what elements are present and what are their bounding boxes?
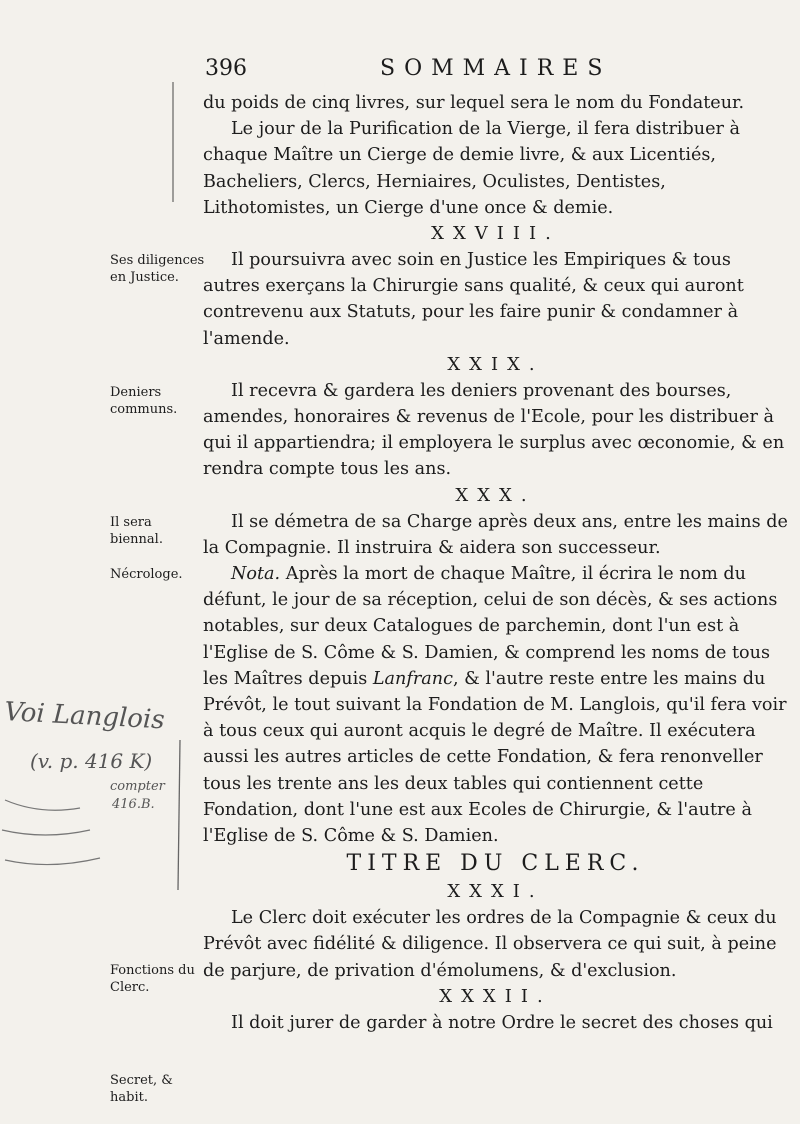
article-number: XXXII. — [439, 985, 552, 1007]
sidenote-secret: Secret, & habit. — [110, 1073, 173, 1105]
nota-text-a: Après la mort de chaque Maître, il écrira le nom du défunt, le jour de sa réception, celui de son décès, & ses actions notables, sur deux Catalogues de parchemin, dont l'un est à l'Eglise de S. Côme & S. Damien, & comprend les noms de tous les Maîtres depuis — [203, 564, 778, 689]
scribble-strokes — [2, 800, 100, 865]
article-number: XXIX. — [447, 353, 544, 375]
handwriting-drawing — [0, 680, 195, 900]
nota-text-b: , & l'autre reste entre les mains du Prévôt, le tout suivant la Fondation de M. Langlois, qu'il fera voir à tous ceux qui auront acquis le degré de Maître. Il exécutera aussi les autres articles de cette Fondation, & fera renonveller tous les trente ans les deux tables qui contiennent cette Fondation, dont l'une est aux Ecoles de Chirurgie, & l'autre à l'Eglise de S. Côme & S. Damien. — [203, 668, 787, 847]
sidenote-necrologe: Nécrologe. — [110, 567, 183, 582]
handwritten-line: compter — [110, 779, 165, 794]
paragraph: Il poursuivra avec soin en Justice les Empiriques & tous autres exerçans la Chirurgie sans qualité, & ceux qui auront contrevenu aux Statuts, pour les faire punir & condamner à l'amende. — [203, 250, 744, 349]
sidenote-biennal: Il sera biennal. — [110, 515, 163, 547]
paragraph: Le Clerc doit exécuter les ordres de la Compagnie & ceux du Prévôt avec fidélité & diligence. Il observera ce qui suit, à peine de parjure, de privation d'émolumens, & d'exclusion. — [203, 908, 777, 981]
handwritten-annotation — [0, 680, 195, 900]
lanfranc-name: Lanfranc — [372, 668, 453, 689]
article-number: XXX. — [455, 484, 536, 506]
section-title: TITRE DU CLERC. — [346, 851, 645, 877]
vertical-stroke — [178, 740, 180, 890]
page-number: 396 — [205, 56, 247, 81]
sidenote-justice: Ses diligences en Justice. — [110, 253, 205, 285]
article-number: XXXI. — [447, 881, 544, 903]
main-text — [203, 90, 788, 1036]
paragraph-nota — [203, 561, 788, 849]
handwritten-line: 416.B. — [112, 797, 155, 812]
paragraph: Le jour de la Purification de la Vierge, il fera distribuer à chaque Maître un Cierge de demie livre, & aux Licentiés, Bacheliers, Clercs, Herniaires, Oculistes, Dentistes, Lithotomistes, un Cierge d'une once & demie. — [203, 119, 741, 218]
paragraph: du poids de cinq livres, sur lequel sera le nom du Fondateur. — [203, 93, 745, 113]
nota-label: Nota. — [231, 564, 281, 585]
running-title: SOMMAIRES — [380, 56, 612, 81]
sidenote-deniers: Deniers communs. — [110, 385, 178, 417]
paragraph: Il doit jurer de garder à notre Ordre le secret des choses qui — [231, 1012, 773, 1033]
paragraph: Il recevra & gardera les deniers provenant des bourses, amendes, honoraires & revenus de l'Ecole, pour les distribuer à qui il appartiendra; il employera le surplus avec œconomie, & en rendra compte tous les ans. — [203, 380, 785, 480]
article-number: XXVIII. — [431, 223, 560, 245]
paragraph: Il se démetra de sa Charge après deux ans, entre les mains de la Compagnie. Il instruira & aidera son successeur. — [203, 511, 788, 558]
handwritten-line: Voi Langlois — [3, 697, 166, 736]
sidenote-clerc: Fonctions du Clerc. — [110, 963, 195, 995]
margin-rule — [172, 82, 174, 202]
page-header — [0, 56, 800, 90]
handwritten-line: (v. p. 416 K) — [30, 749, 153, 773]
